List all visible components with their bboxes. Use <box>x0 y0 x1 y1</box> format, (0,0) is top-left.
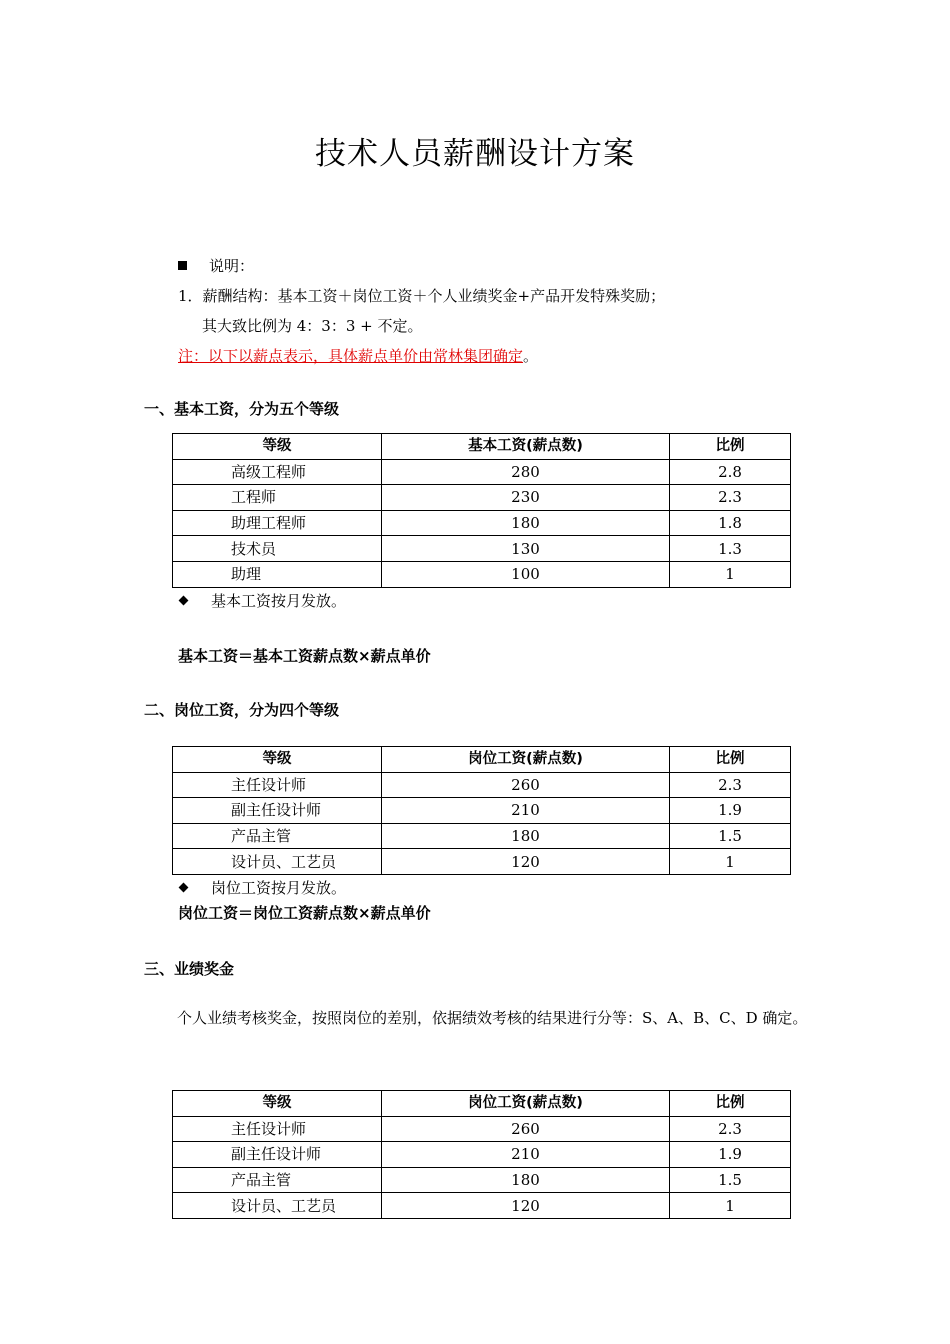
col-header: 基本工资(薪点数) <box>382 434 670 460</box>
points-cell: 260 <box>382 772 670 798</box>
section1-bullet-line <box>178 591 346 611</box>
ratio-cell: 1.9 <box>670 798 791 824</box>
col-header: 等级 <box>173 747 382 773</box>
table-row <box>173 1116 791 1142</box>
points-cell: 230 <box>382 485 670 511</box>
ratio-cell: 1.5 <box>670 1167 791 1193</box>
ratio-cell: 2.3 <box>670 485 791 511</box>
ratio-cell: 1.3 <box>670 536 791 562</box>
table-row <box>173 798 791 824</box>
table-row <box>173 1167 791 1193</box>
points-cell: 100 <box>382 561 670 587</box>
table-header-row <box>173 434 791 460</box>
points-cell: 180 <box>382 1167 670 1193</box>
grade-cell: 高级工程师 <box>173 459 382 485</box>
col-header: 等级 <box>173 434 382 460</box>
grade-cell: 设计员、工艺员 <box>173 1193 382 1219</box>
grade-cell: 主任设计师 <box>173 772 382 798</box>
table-row <box>173 459 791 485</box>
section2-heading: 二、岗位工资，分为四个等级 <box>144 701 340 719</box>
grade-cell: 设计员、工艺员 <box>173 849 382 875</box>
intro-note: 注：以下以薪点表示，具体薪点单价由常林集团确定 <box>178 347 524 365</box>
points-cell: 260 <box>382 1116 670 1142</box>
ratio-cell: 2.3 <box>670 772 791 798</box>
grade-cell: 副主任设计师 <box>173 1142 382 1168</box>
section2-bullet: 岗位工资按月发放。 <box>211 879 347 897</box>
section2-bullet-line <box>178 878 346 898</box>
points-cell: 180 <box>382 510 670 536</box>
section2-table <box>172 746 791 875</box>
intro-item-1-cont: 其大致比例为 4：3：3 + 不定。 <box>202 317 423 335</box>
points-cell: 120 <box>382 1193 670 1219</box>
section1-bullet: 基本工资按月发放。 <box>211 592 347 610</box>
section3-heading: 三、业绩奖金 <box>144 960 235 978</box>
points-cell: 210 <box>382 1142 670 1168</box>
table-row <box>173 536 791 562</box>
ratio-cell: 1.9 <box>670 1142 791 1168</box>
ratio-cell: 1 <box>670 1193 791 1219</box>
grade-cell: 技术员 <box>173 536 382 562</box>
col-header: 岗位工资(薪点数) <box>382 747 670 773</box>
col-header: 岗位工资(薪点数) <box>382 1091 670 1117</box>
square-bullet-icon <box>178 261 187 270</box>
ratio-cell: 2.8 <box>670 459 791 485</box>
points-cell: 120 <box>382 849 670 875</box>
ratio-cell: 2.3 <box>670 1116 791 1142</box>
page-title: 技术人员薪酬设计方案 <box>315 136 635 172</box>
points-cell: 280 <box>382 459 670 485</box>
grade-cell: 产品主管 <box>173 823 382 849</box>
col-header: 比例 <box>670 747 791 773</box>
col-header: 比例 <box>670 1091 791 1117</box>
ratio-cell: 1.8 <box>670 510 791 536</box>
points-cell: 210 <box>382 798 670 824</box>
table-row <box>173 1193 791 1219</box>
table-header-row <box>173 1091 791 1117</box>
table-row <box>173 485 791 511</box>
grade-cell: 产品主管 <box>173 1167 382 1193</box>
table-row <box>173 510 791 536</box>
intro-note-end: 。 <box>523 347 539 365</box>
section3-table <box>172 1090 791 1219</box>
section3-paragraph: 个人业绩考核奖金，按照岗位的差别，依据绩效考核的结果进行分等：S、A、B、C、D 确定。 <box>177 1009 808 1027</box>
section1-heading: 一、基本工资，分为五个等级 <box>144 400 340 418</box>
diamond-bullet-icon <box>179 883 189 893</box>
grade-cell: 助理 <box>173 561 382 587</box>
grade-cell: 主任设计师 <box>173 1116 382 1142</box>
ratio-cell: 1 <box>670 849 791 875</box>
table-row <box>173 849 791 875</box>
table-header-row <box>173 747 791 773</box>
intro-label-line <box>178 256 254 276</box>
table-row <box>173 823 791 849</box>
grade-cell: 助理工程师 <box>173 510 382 536</box>
ratio-cell: 1 <box>670 561 791 587</box>
grade-cell: 工程师 <box>173 485 382 511</box>
table-row <box>173 1142 791 1168</box>
intro-item-1: 1．薪酬结构：基本工资＋岗位工资＋个人业绩奖金+产品开发特殊奖励； <box>178 287 666 305</box>
table-row <box>173 561 791 587</box>
diamond-bullet-icon <box>179 596 189 606</box>
grade-cell: 副主任设计师 <box>173 798 382 824</box>
intro-note-line <box>178 346 538 366</box>
col-header: 等级 <box>173 1091 382 1117</box>
points-cell: 130 <box>382 536 670 562</box>
section1-formula: 基本工资＝基本工资薪点数×薪点单价 <box>178 647 431 665</box>
section1-table <box>172 433 791 588</box>
ratio-cell: 1.5 <box>670 823 791 849</box>
table-row <box>173 772 791 798</box>
section2-formula: 岗位工资＝岗位工资薪点数×薪点单价 <box>178 904 431 922</box>
intro-label: 说明： <box>209 257 255 275</box>
col-header: 比例 <box>670 434 791 460</box>
points-cell: 180 <box>382 823 670 849</box>
